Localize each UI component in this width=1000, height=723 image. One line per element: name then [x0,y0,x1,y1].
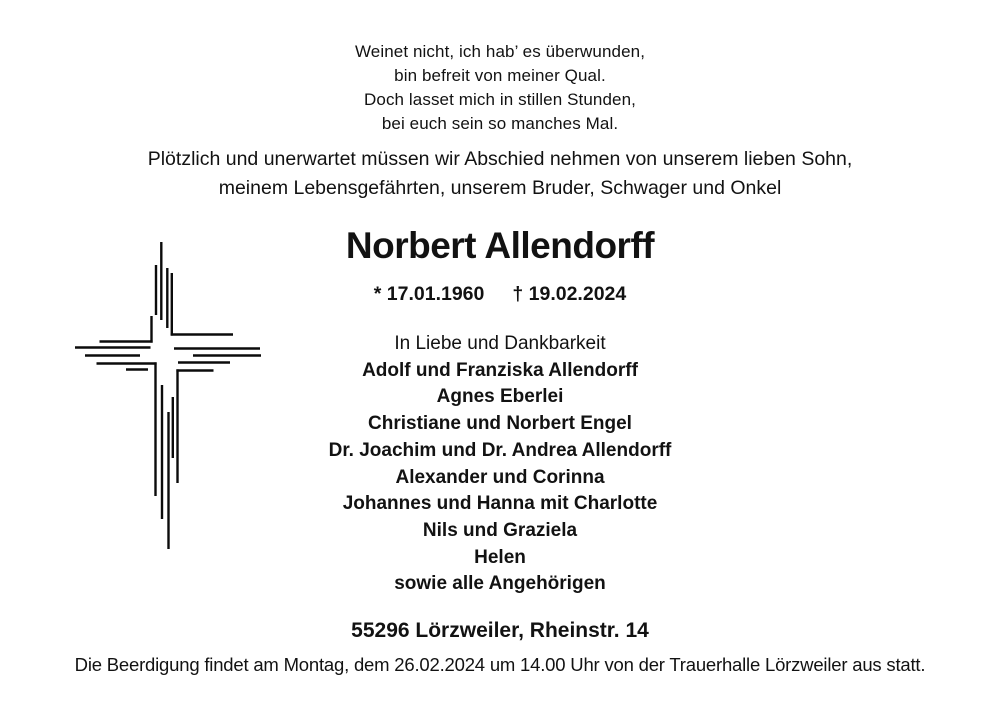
address-line: 55296 Lörzweiler, Rheinstr. 14 [351,619,649,642]
poem-line: Weinet nicht, ich hab’ es überwunden, [354,42,646,61]
birth-date: * 17.01.1960 [373,283,485,305]
announcement-line: meinem Lebensgefährten, unserem Bruder, Schwager und Onkel [218,177,782,199]
memorial-poem [0,40,1000,136]
deceased-name: Norbert Allendorff [345,225,655,266]
mourner-name: Dr. Joachim und Dr. Andrea Allendorff [328,439,672,461]
mourner-name: Johannes und Hanna mit Charlotte [342,493,658,515]
announcement-line: Plötzlich und unerwartet müssen wir Abschied nehmen von unserem lieben Sohn, [147,148,853,170]
mourner-name: Christiane und Norbert Engel [368,413,632,435]
mourner-name: Agnes Eberlei [436,386,564,408]
death-date: † 19.02.2024 [512,283,627,305]
poem-line: Doch lasset mich in stillen Stunden, [364,90,636,109]
poem-line: bin befreit von meiner Qual. [394,66,606,85]
mourner-name: Nils und Graziela [422,519,578,541]
mourner-name: sowie alle Angehörigen [394,573,606,595]
mourner-name: Helen [474,546,526,568]
mourners-list [0,331,1000,598]
funeral-details: Die Beerdigung findet am Montag, dem 26.02.2024 um 14.00 Uhr von der Trauerhalle Lörzweiler aus statt. [74,654,926,675]
poem-line: bei euch sein so manches Mal. [381,114,619,133]
tribute-line: In Liebe und Dankbarkeit [394,333,606,354]
life-dates [0,282,1000,306]
mourner-name: Adolf und Franziska Allendorff [362,359,638,381]
mourner-name: Alexander und Corinna [395,466,605,488]
announcement-text [0,145,1000,203]
